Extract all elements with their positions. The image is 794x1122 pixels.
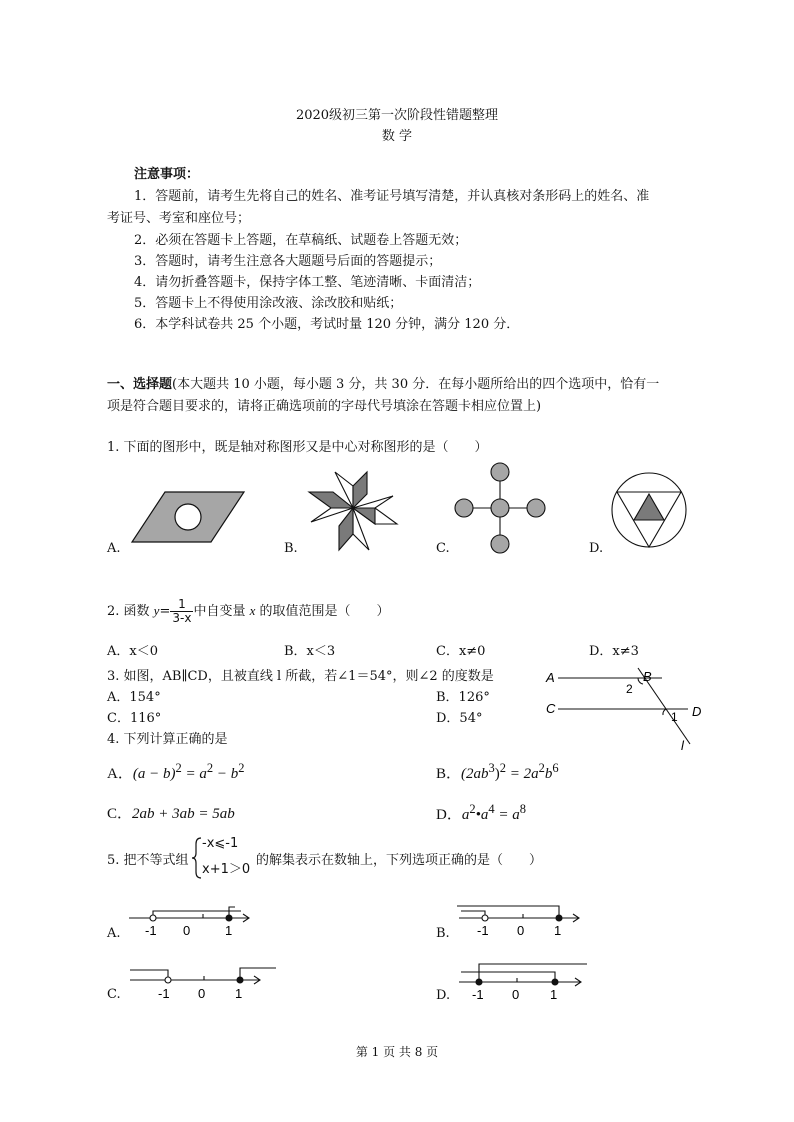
label-d: D (692, 704, 702, 719)
label-c: C (546, 701, 556, 716)
q4-a-exp: 2 (175, 761, 182, 775)
axis-label-0: 0 (198, 986, 206, 1001)
section-desc-1: (本大题共 10 小题，每小题 3 分，共 30 分．在每小题所给出的四个选项中，恰有一 (172, 377, 660, 392)
q2-var-x: x (249, 603, 256, 618)
q2-var-y: y (153, 603, 160, 618)
q4-d-e1: 2 (469, 802, 476, 816)
q4-stem: 4. 下列计算正确的是 (107, 732, 228, 747)
q1-stem: 1. 下面的图形中，既是轴对称图形又是中心对称图形的是（ ） (107, 440, 488, 455)
q3-option-a: A．154° (107, 690, 161, 705)
label-2: 2 (626, 682, 633, 696)
q2-option-c: C．x≠0 (436, 644, 486, 659)
q4-b-rhs-exp2: 6 (552, 761, 559, 775)
q2-fraction (170, 598, 193, 625)
label-b: B (643, 669, 652, 684)
q4-d-a1: a (461, 807, 470, 823)
page-footer: 第 1 页 共 8 页 (355, 1045, 439, 1059)
q3-stem: 3. 如图，AB∥CD，且被直线 l 所截，若∠1＝54°，则∠2 的度数是 (107, 669, 494, 684)
axis-label-0: 0 (512, 987, 520, 1002)
q2-option-d: D．x≠3 (589, 644, 639, 659)
q5-ineq-2: x+1＞0 (202, 862, 251, 877)
notes-item-1: 1．答题前，请考生先将自己的姓名、准考证号填写清楚，并认真核对条形码上的姓名、准 (134, 189, 650, 204)
q5-option-a: A. (107, 926, 121, 941)
notes-item-6: 6．本学科试卷共 25 个小题，考试时量 120 分钟，满分 120 分． (134, 317, 520, 332)
q5-numberline-a (125, 902, 255, 942)
q2-stem (107, 597, 390, 626)
q5-prefix: 5. 把不等式组 (107, 853, 189, 868)
q4-b-rhs-exp1: 2 (538, 761, 545, 775)
q4-option-a (107, 761, 244, 783)
notes-heading: 注意事项： (134, 167, 200, 182)
q4-a-rhs2: − b (213, 766, 239, 782)
q1-option-b: B. (284, 541, 298, 556)
notes-item-1-cont: 考证号、考室和座位号； (107, 211, 251, 226)
q4-a-base: (a − b) (132, 766, 176, 782)
q4-d-eq: = a (494, 807, 520, 823)
q4-d-dot: •a (475, 807, 489, 823)
q1-figure-a (130, 490, 246, 546)
q1-option-a: A. (107, 541, 121, 556)
q1-figure-d (610, 470, 688, 550)
label-1: 1 (671, 710, 678, 724)
axis-label-0: 0 (517, 923, 525, 938)
axis-label-0: 0 (183, 923, 191, 938)
exam-subject: 数 学 (381, 129, 413, 144)
q2-option-a: A．x＜0 (107, 644, 158, 659)
q4-b-close: ) (494, 766, 500, 782)
q1-option-d: D. (589, 541, 604, 556)
q4-option-d (436, 802, 526, 824)
notes-item-3: 3．答题时，请考生注意各大题题号后面的答题提示； (134, 254, 442, 269)
q4-b-rhs2: b (544, 766, 553, 782)
q4-a-rhs-exp1: 2 (206, 761, 214, 775)
q2-suffix-1: 中自变量 (193, 604, 250, 619)
q2-eq: = (159, 604, 171, 619)
q4-a-label: A． (107, 766, 133, 782)
axis-label-1: 1 (225, 923, 233, 938)
q4-d-label: D． (436, 807, 462, 823)
q2-prefix: 2. 函数 (107, 604, 154, 619)
section-heading-line (107, 373, 659, 392)
q5-option-b: B. (436, 926, 450, 941)
q3-figure (540, 664, 720, 754)
angle-1-arc (663, 709, 666, 715)
q5-numberline-c (128, 962, 278, 1004)
q5-option-c: C. (107, 987, 121, 1002)
axis-label-neg1: -1 (477, 923, 489, 938)
q4-b-exp: 2 (499, 761, 507, 775)
q4-d-e3: 8 (519, 802, 526, 816)
exam-title: 2020级初三第一次阶段性错题整理 (295, 108, 499, 123)
q4-b-base: (2ab (461, 766, 489, 782)
q4-option-b (436, 761, 559, 783)
q3-option-b: B．126° (436, 690, 490, 705)
axis-label-neg1: -1 (145, 923, 157, 938)
q2-option-b: B．x＜3 (284, 644, 336, 659)
center-hole (175, 504, 201, 530)
notes-item-4: 4．请勿折叠答题卡，保持字体工整、笔迹清晰、卡面清洁； (134, 275, 481, 290)
q2-suffix-2: 的取值范围是（ ） (255, 604, 390, 619)
section-desc-2: 项是符合题目要求的，请将正确选项前的字母代号填涂在答题卡相应位置上) (107, 399, 542, 414)
notes-item-2: 2．必须在答题卡上答题，在草稿纸、试题卷上答题无效； (134, 233, 468, 248)
axis-label-1: 1 (554, 923, 562, 938)
q4-b-label: B． (436, 766, 462, 782)
notes-item-5: 5．答题卡上不得使用涂改液、涂改胶和贴纸； (134, 296, 403, 311)
q1-figure-b (305, 468, 401, 554)
q1-figure-c (450, 460, 550, 556)
q5-numberline-b (455, 897, 585, 942)
q5-suffix: 的解集表示在数轴上，下列选项正确的是（ ） (256, 853, 543, 868)
q5-numberline-d (455, 958, 595, 1004)
q4-b-rhs1: = 2a (506, 766, 539, 782)
label-a: A (546, 670, 555, 685)
q2-numerator: 1 (170, 598, 193, 612)
q4-a-rhs1: = a (181, 766, 207, 782)
section-heading: 一、选择题 (107, 377, 173, 392)
q4-c-label: C． (107, 806, 133, 822)
q4-option-c (107, 802, 235, 823)
q1-option-c: C. (436, 541, 450, 556)
axis-label-1: 1 (550, 987, 558, 1002)
axis-label-1: 1 (235, 986, 243, 1001)
axis-label-neg1: -1 (472, 987, 484, 1002)
label-l: l (681, 738, 684, 753)
q2-denominator: 3-x (172, 611, 192, 625)
q4-d-e2: 4 (488, 802, 495, 816)
axis-label-neg1: -1 (158, 986, 170, 1001)
q5-ineq-1: -x⩽-1 (202, 836, 239, 851)
q3-option-d: D．54° (436, 711, 483, 726)
q4-a-rhs-exp2: 2 (238, 761, 245, 775)
q4-b-inner-exp: 3 (488, 761, 495, 775)
q5-option-d: D. (436, 988, 451, 1003)
q4-c-expr: 2ab + 3ab = 5ab (132, 806, 235, 822)
q3-option-c: C．116° (107, 711, 162, 726)
